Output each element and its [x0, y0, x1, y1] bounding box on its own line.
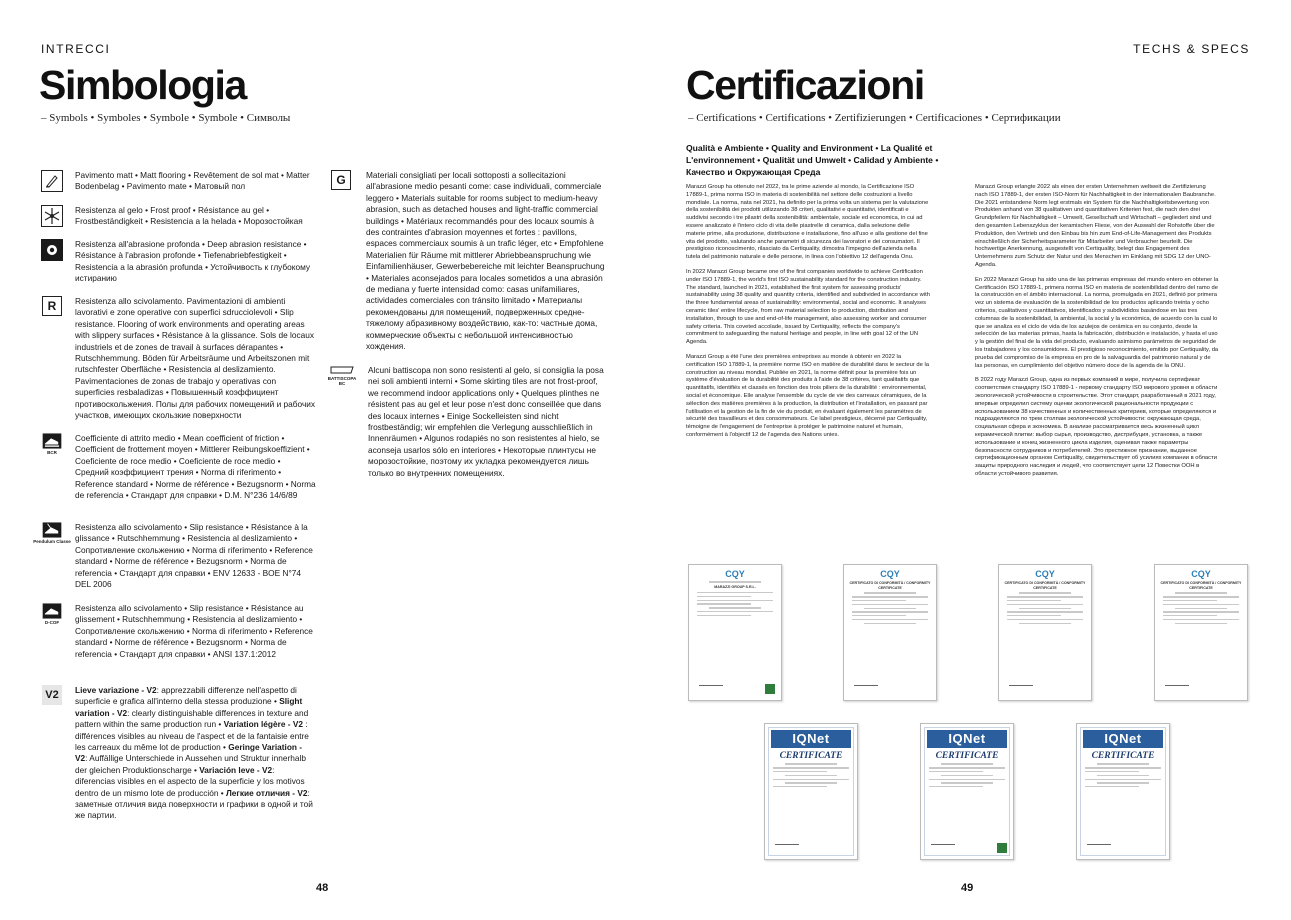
- variation-text-en: : clearly distinguishable differences in texture and pattern within the same production run •: [75, 707, 309, 730]
- body-column-a: [686, 184, 930, 447]
- variation-text-fr: : différences visibles au niveau de l'aspect et de la fantaisie entre les carreaux du même lot de production •: [75, 719, 309, 753]
- cqy-logo-icon: CQY: [880, 569, 900, 579]
- symbol-text: Resistenza allo scivolamento • Slip resistance • Résistance à la glissance • Rutschhemmung • Resistencia al deslizamiento • Сопротивление скольжению • Norma di riferimento • Reference standard • Norme de référence • Bezugsnorm • Norma de referencia • Стандарт для справки • ENV 12633 - BOE N°74 DEL 2006: [75, 522, 313, 590]
- variation-bold-de: Geringe Variation - V2: [75, 742, 303, 764]
- signature-icon: [699, 678, 723, 686]
- battiscopa-caption: BATTISCOPA BC: [327, 376, 357, 386]
- abrasion-icon: [41, 239, 63, 261]
- dcof-caption: D-COF: [44, 620, 60, 625]
- skirting-icon: [327, 365, 357, 387]
- iqnet-logo-icon: IQNet: [927, 730, 1007, 748]
- variation-text-de: : Auffällige Unterschiede in Aussehen und Struktur innerhalb der gleichen Produktionscharge •: [75, 753, 306, 775]
- iqnet-certificate-thumbnail[interactable]: [920, 723, 1014, 860]
- signature-icon: [775, 837, 799, 845]
- cqy-logo-icon: CQY: [1191, 569, 1211, 579]
- paragraph-es: En 2022 Marazzi Group ha sido una de las primeras empresas del mundo entero en obtener la Certificación ISO 17889-1, primera norma ISO en materia de sostenibilidad dentro del ramo de la construcción en el ámbito internacional. La norma, promulgada en 2021, definió por primera vez un sistema de evaluación de la sostenibilidad de los productos aplicando treinta y ocho criterios, cualitativos y cuantitativos, identificados y subdivididos basándose en las tres columnas de la sostenibilidad, la ambiental, la social y la económica, de acuerdo con la cual lo que se analiza es el ciclo de vida de los azulejos de cerámica en su conjunto, desde la selección de las materias primas, hasta la fabricación, distribución e instalación, y hasta el uso y la gestión del final de la vida del producto, evaluando asimismo parámetros de seguridad de los trabajadores y los consumidores. El prestigioso reconocimiento, emitido por Certiquality, da prueba del compromiso de la empresa en pro de la salvaguardia del patrimonio natural y de las personas, en cumplimiento del objetivo número doce de la agenda de la ONU.: [975, 276, 1219, 369]
- bcr-caption: BCR: [47, 450, 57, 455]
- iqnet-certificate-thumbnail[interactable]: [1076, 723, 1170, 860]
- page-number-right: 49: [961, 882, 974, 894]
- certification-heading: Qualità e Ambiente • Quality and Environment • La Qualité et L'environnement • Qualität und Umwelt • Calidad y Ambiente • Качество и Окружающая Среда: [686, 143, 939, 177]
- symbol-row-bcr: [41, 433, 316, 501]
- symbol-text: Alcuni battiscopa non sono resistenti al gelo, si consiglia la posa nei soli ambienti interni • Some skirting tiles are not frost-proof, we recommend indoor applications only • Quelques plinthes ne résistent pas au gel et leur pose n'est donc conseillée que dans des locaux internes • Einige Sockelleisten sind nicht frostbeständig; wir empfehlen die Verlegung ausschließlich in Innenräumen • Algunos rodapiés no son resistentes al hielo, se aconseja usarlos sólo en interiores • Некоторые плинтусы не морозостойкие, поэтому их укладка рекомендуется лишь только во внутренних помещениях.: [368, 365, 604, 478]
- variation-bold-es: Variación leve - V2: [199, 764, 273, 775]
- symbol-row-g: [330, 170, 608, 353]
- g-glyph: G: [331, 170, 351, 190]
- symbol-row-matt: [41, 170, 316, 193]
- cqy-logo-icon: CQY: [725, 569, 745, 579]
- symbol-row-variation: [41, 685, 316, 822]
- certificate-thumbnail[interactable]: [998, 564, 1092, 701]
- symbol-row-slip-r: [41, 296, 316, 421]
- matt-icon: [41, 170, 63, 192]
- certificate-thumbnail[interactable]: [843, 564, 937, 701]
- body-column-b: [975, 184, 1219, 486]
- symbol-row-dcof: [41, 603, 316, 660]
- certificate-thumbnail[interactable]: [1154, 564, 1248, 701]
- signature-icon: [854, 678, 878, 686]
- signature-icon: [1087, 837, 1111, 845]
- iqnet-certificate-thumbnail[interactable]: [764, 723, 858, 860]
- paragraph-it: Marazzi Group ha ottenuto nel 2022, tra le prime aziende al mondo, la Certificazione ISO 17889-1, prima norma ISO in materia di sostenibilità nel settore delle costruzioni a livello mondiale. La norma, nata nel 2021, ha definito per la prima volta un sistema per la valutazione della sostenibilità dei prodotti utilizzando 38 criteri, qualitativi e quantitativi, identificati e suddivisi secondo i tre pilastri della sostenibilità: ambientale, sociale ed economica, in cui ad essere analizzato è l'intero ciclo di vita delle piastrelle di ceramica, dalla selezione delle materie prime, alla produzione, distribuzione e installazione, fino all'uso e alla gestione del fine vita del prodotto, valutando anche parametri di sicurezza dei lavoratori e dei consumatori. Il prestigioso riconoscimento, rilasciato da Certiquality, dimostra l'impegno dell'azienda nella tutela del patrimonio naturale e delle persone, in linea con l'obiettivo 12 dell'agenda Onu.: [686, 184, 929, 261]
- variation-text-es: : diferencias visibles en el aspecto de la superficie y los motivos dentro de un mismo lote de producción •: [75, 764, 305, 798]
- paragraph-fr: Marazzi Group a été l'une des premières entreprises au monde à obtenir en 2022 la certification ISO 17889-1, la première norme ISO en matière de durabilité dans le secteur de la construction au niveau mondial. Publiée en 2021, la norme définit pour la première fois un système d'évaluation de la durabilité des produits à l'aide de 38 critères, tant qualitatifs que quantitatifs, identifiés et classés en fonction des trois piliers de la durabilité : environnemental, social et économique. Elle analyse l'ensemble du cycle de vie des carreaux céramiques, de la sélection des matières premières à la production, la distribution et l'installation, en passant par l'utilisation et la gestion de la fin de vie du produit, en évaluant également les paramètres de sécurité des travailleurs et des consommateurs. Ce label prestigieux, décerné par Certiquality, témoigne de l'engagement de l'entreprise à protéger le patrimoine naturel et humain, conformément à l'objectif 12 de l'agenda des Nations unies.: [686, 353, 929, 438]
- certificate-word: CERTIFICATE: [935, 751, 999, 761]
- symbol-row-abrasion: [41, 239, 316, 285]
- page-title-certificazioni: Certificazioni: [686, 62, 924, 108]
- iqnet-logo-icon: IQNet: [771, 730, 851, 748]
- paragraph-en: In 2022 Marazzi Group became one of the first companies worldwide to achieve Certification under ISO 17889-1, the world's first ISO sustainability standard for the construction industry. The standard, launched in 2021, established the first system for assessing products' sustainability using 38 quality and quantity criteria, identified and subdivided in accordance with the three fundamental areas of sustainability: environmental, social and economic. It analyses ceramic tiles' entire lifecycle, from raw material selection to production, distribution and installation, through to use and end-of-life management, also assessing worker and consumer safety criteria. This coveted accolade, issued by Certiquality, reflects the company's commitment to safeguarding the natural heritage and people, in line with goal 12 of the UN Agenda.: [686, 268, 930, 346]
- section-label-intrecci: INTRECCI: [41, 42, 111, 56]
- symbol-text: Coefficiente di attrito medio • Mean coefficient of friction • Coefficient de frottement moyen • Mittlerer Reibungskoeffizient • Coeficiente de roce medio • Coeficiente de roce medio • Средний коэффициент трения • Norma di riferimento • Reference standard • Norme de référence • Bezugsnorm • Norma de referencia • Стандарт для справки • D.M. N°236 14/6/89: [75, 433, 316, 501]
- v2-glyph: V2: [42, 685, 62, 705]
- bcr-icon: [41, 433, 63, 455]
- signature-icon: [1009, 678, 1033, 686]
- pendulum-caption: Pendulum Classe: [33, 539, 71, 544]
- symbol-text: Materiali consigliati per locali sottoposti a sollecitazioni all'abrasione medio pesanti come: case individuali, commerciale leggero • Materials suitable for rooms subject to medium-heavy abrasion, such as detached houses and light-traffic commercial buildings • Matériaux recommandés pour des locaux soumis à des contraintes d'abrasion moyennes et fortes : pavillons, espaces commerciaux soumis à un trafic léger, etc • Empfohlene Materialien für Räume mit mittlerer Abriebbeanspruchung wie Einfamilienhäuser, Gewerbebereiche mit leichter Beanspruchung • Materiales aconsejados para locales sometidos a una abrasión de mediana y fuerte intensidad como: casas unifamiliares, actividades comerciales con tránsito limitado • Материалы рекомендованы для помещений, подверженных средне-тяжелому абразивному воздействию, как-то: частные дома, коммерческие объекты с небольшой интенсивностью хождения.: [366, 170, 605, 352]
- certificate-caption: CERTIFICATO DI CONFORMITÀ / CONFORMITY CERTIFICATE: [1004, 581, 1086, 590]
- variation-text-it: : apprezzabili differenze nell'aspetto di superficie e grafica all'interno della stessa produzione •: [75, 685, 297, 707]
- variation-text-ru: : заметные отличия вида поверхности и графики в одной и той же партии.: [75, 787, 313, 821]
- certificate-thumbnail[interactable]: [688, 564, 782, 701]
- page-subtitle-symbols: – Symbols • Symboles • Symbole • Symbole • Символы: [41, 112, 291, 124]
- dcof-icon: [41, 603, 63, 625]
- cqy-logo-icon: CQY: [1035, 569, 1055, 579]
- paragraph-ru: В 2022 году Marazzi Group, одна из первых компаний в мире, получила сертификат соответствия стандарту ISO 17889-1 - первому стандарту ISO мирового уровня в области экологической устойчивости в строительстве. Этот стандарт, разработанный в 2021 году, впервые определил систему оценки экологической рациональности продукции с использованием 38 качественных и количественных критериев, которые определяются и подразделяются по трем столпам экологической устойчивости: окружающая среда, социальная сфера и экономика. В анализе рассматривается весь жизненный цикл керамической плитки: выбор сырья, производство, дистрибуция, установка, а также использование и конец жизненного цикла изделия, оценивая также параметры безопасности сотрудников и потребителей. Это престижное признание, выданное сертификационным органом Certiquality, свидетельствует об усилиях компании в области защиты природного наследия и людей, что соответствует цели 12 Повестки ООН в области устойчивого развития.: [975, 377, 1218, 477]
- symbol-text: Resistenza all'abrasione profonda • Deep abrasion resistance • Résistance à l'abrasion profonde • Tiefenabriebfestigkeit • Resistencia a la abrasión profunda • Устойчивость к глубокому истиранию: [75, 239, 311, 284]
- variation-text: [75, 685, 316, 822]
- page-title-simbologia: Simbologia: [39, 62, 246, 108]
- signature-icon: [1165, 678, 1189, 686]
- certificate-caption: MARAZZI GROUP S.R.L.: [714, 585, 756, 590]
- signature-icon: [931, 837, 955, 845]
- paragraph-de: Marazzi Group erlangte 2022 als eines der ersten Unternehmen weltweit die Zertifizierung nach ISO 17889-1, der ersten ISO-Norm für Nachhaltigkeit in der internationalen Baubranche. Die 2021 entstandene Norm legt erstmals ein System für die Nachhaltigkeitsbewertung von Produkten anhand von 38 qualitativen und quantitativen Kriterien fest, die nach den drei Grundpfeilern für Nachhaltigkeit – Umwelt, Gesellschaft und Wirtschaft – gegliedert sind und den gesamten Lebenszyklus der keramischen Fliese, von der Auswahl der Rohstoffe über die Produktion, den Vertrieb und den Einbau bis hin zum End-of-Life-Management des Produkts einschließlich der Sicherheitsparameter für Mitarbeiter und Verbraucher beurteilt. Die hochwertige Anerkennung, ausgestellt von Certiquality, belegt das Engagement des Unternehmens zum Schutz der Natur und des Menschen im Einklang mit SDG 12 der UNO-Agenda.: [975, 184, 1216, 268]
- certificate-word: CERTIFICATE: [1091, 751, 1155, 761]
- variation-bold-it: Lieve variazione - V2: [75, 685, 157, 695]
- symbol-text: Pavimento matt • Matt flooring • Revêtement de sol mat • Matter Bodenbelag • Pavimento mate • Матовый пол: [75, 170, 310, 192]
- variation-v2-icon: [41, 685, 63, 707]
- symbol-row-battiscopa: [327, 365, 608, 479]
- certificate-caption: CERTIFICATO DI CONFORMITÀ / CONFORMITY CERTIFICATE: [1160, 581, 1242, 590]
- symbol-text: Resistenza al gelo • Frost proof • Résistance au gel • Frostbeständigkeit • Resistencia a la helada • Морозостойкая: [75, 205, 303, 227]
- pendulum-icon: [33, 522, 71, 544]
- symbol-row-pendulum: [33, 522, 316, 590]
- certificate-caption: CERTIFICATO DI CONFORMITÀ / CONFORMITY CERTIFICATE: [849, 581, 931, 590]
- r-icon: [41, 296, 63, 318]
- variation-bold-en: Slight variation - V2: [75, 696, 303, 718]
- accreditation-stamp-icon: [765, 684, 775, 694]
- r-glyph: R: [42, 296, 62, 316]
- symbol-text: Resistenza allo scivolamento. Pavimentazioni di ambienti lavorativi e zone operative con superfici sdrucciolevoli • Slip resistance. Flooring of work environments and operating areas with slippery surfaces • Résistance à la glissance. Sols de locaux industriels et de zones de travail à surfaces dérapantes • Rutschhemmung. Böden für Arbeitsräume und Arbeitszonen mit rutschfester Oberfläche • Resistencia al deslizamiento. Pavimentaciones de zonas de trabajo y operativas con superficies resbaladizas • Повышенный коэффициент противоскольжения. Полы для рабочих помещений и рабочих участков, имеющих скользкие поверхности: [75, 296, 316, 421]
- iqnet-logo-icon: IQNet: [1083, 730, 1163, 748]
- frost-icon: [41, 205, 63, 227]
- symbol-text: Resistenza allo scivolamento • Slip resistance • Résistance au glissement • Rutschhemmung • Resistencia al deslizamiento • Сопротивление скольжению • Norma di riferimento • Reference standard • Norme de référence • Bezugsnorm • Norma de referencia • Стандарт для справки • ANSI 137.1:2012: [75, 603, 313, 659]
- section-label-techs-specs: TECHS & SPECS: [1133, 42, 1250, 56]
- variation-bold-fr: Variation légère - V2: [223, 719, 303, 730]
- page-number-left: 48: [316, 882, 329, 894]
- symbol-row-frost: [41, 205, 316, 228]
- certificate-word: CERTIFICATE: [779, 751, 843, 761]
- variation-bold-ru: Легкие отличия - V2: [225, 787, 308, 798]
- g-icon: [330, 170, 352, 192]
- accreditation-stamp-icon: [997, 843, 1007, 853]
- page-subtitle-certifications: – Certifications • Certifications • Zertifizierungen • Certificaciones • Сертификации: [688, 112, 1061, 124]
